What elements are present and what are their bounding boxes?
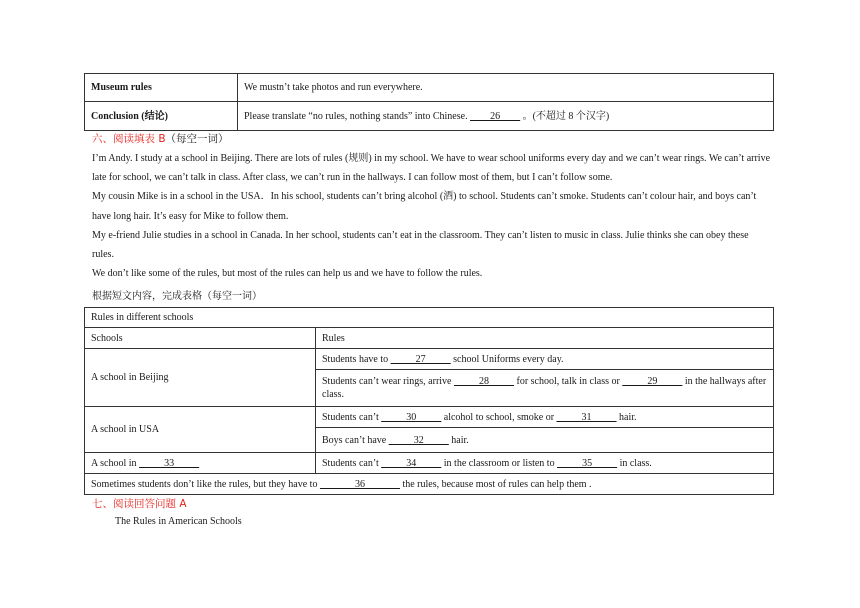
section-6-heading: 六、阅读填表 B（每空一词） (92, 133, 229, 145)
paragraph: We don’t like some of the rules, but most of the rules can help us and we have to follow the rules. (92, 268, 483, 280)
blank-28: _____28_____ (454, 376, 514, 387)
table-caption: Rules in different schools (85, 308, 774, 328)
blank-30: _____30_____ (381, 411, 442, 423)
rule-cell: Students can’t _____34_____ in the classroom or listen to _____35_____ in class. (316, 453, 774, 474)
blank-26: ____26____ (470, 110, 521, 122)
paragraph: My e-friend Julie studies in a school in Canada. In her school, students can’t eat in the classroom. They can’t listen to music in class. Julie thinks she can obey these rules. (92, 229, 749, 261)
blank-32: _____32_____ (388, 434, 449, 446)
header-rules: Rules (316, 328, 774, 349)
school-usa: A school in USA (85, 407, 316, 453)
blank-36: _______36_______ (319, 478, 400, 490)
row-content: We mustn’t take photos and run everywhere. (238, 74, 774, 102)
blank-31: _____31_____ (556, 411, 617, 423)
table-row (85, 407, 774, 428)
summary-cell: Sometimes students don’t like the rules, but they have to _______36_______ the rules, because most of rules can help them . (85, 474, 774, 495)
table-row (85, 74, 774, 102)
section-7-heading: 七、阅读回答问题 A (92, 498, 187, 510)
table-header-row (85, 328, 774, 349)
rules-table (84, 307, 774, 495)
rule-cell: Students can’t _____30_____ alcohol to school, smoke or _____31_____ hair. (316, 407, 774, 428)
rule-cell: Students have to _____27_____ school Uniforms every day. (316, 349, 774, 370)
table-row (85, 453, 774, 474)
table-row (85, 308, 774, 328)
rule-cell: Boys can’t have _____32_____ hair. (316, 428, 774, 453)
museum-conclusion-table (84, 73, 774, 131)
row-content: Please translate “no rules, nothing stands” into Chinese. ____26____ 。(不超过 8 个汉字) (238, 102, 774, 131)
paragraph: I’m Andy. I study at a school in Beijing. There are lots of rules (规则) in my school. We have to wear school uniforms every day and we can’t wear rings. We can’t arrive late for school, we can’t talk in class. After class, we can’t run in the hallways. I can follow most of them, but I can’t follow some. (92, 153, 771, 184)
reading-passage (92, 149, 772, 283)
blank-29: _____29_____ (622, 376, 683, 387)
header-schools: Schools (85, 328, 316, 349)
article-title: The Rules in American Schools (115, 516, 242, 527)
row-label: Conclusion (结论) (85, 102, 238, 131)
school-beijing: A school in Beijing (85, 349, 316, 407)
blank-27: _____27_____ (390, 353, 451, 365)
paragraph: My cousin Mike is in a school in the USA．In his school, students can’t bring alcohol (酒) to school. Students can’t smoke. Students can’t colour hair, and boys can’t have long hair. It’s easy for Mike to follow them. (92, 191, 757, 222)
table-row (85, 349, 774, 370)
blank-35: _____35_____ (557, 457, 618, 469)
blank-33: _____33_____ (139, 457, 200, 469)
instruction: 根据短文内容，完成表格（每空一词） (92, 291, 262, 302)
rule-cell: Students can’t wear rings, arrive _____28_____ for school, talk in class or _____29_____ in the hallways after class. (316, 370, 774, 407)
table-row (85, 102, 774, 131)
school-blank-33: A school in _____33_____ (85, 453, 316, 474)
row-label: Museum rules (85, 74, 238, 102)
table-row (85, 474, 774, 495)
blank-34: _____34_____ (381, 457, 442, 469)
